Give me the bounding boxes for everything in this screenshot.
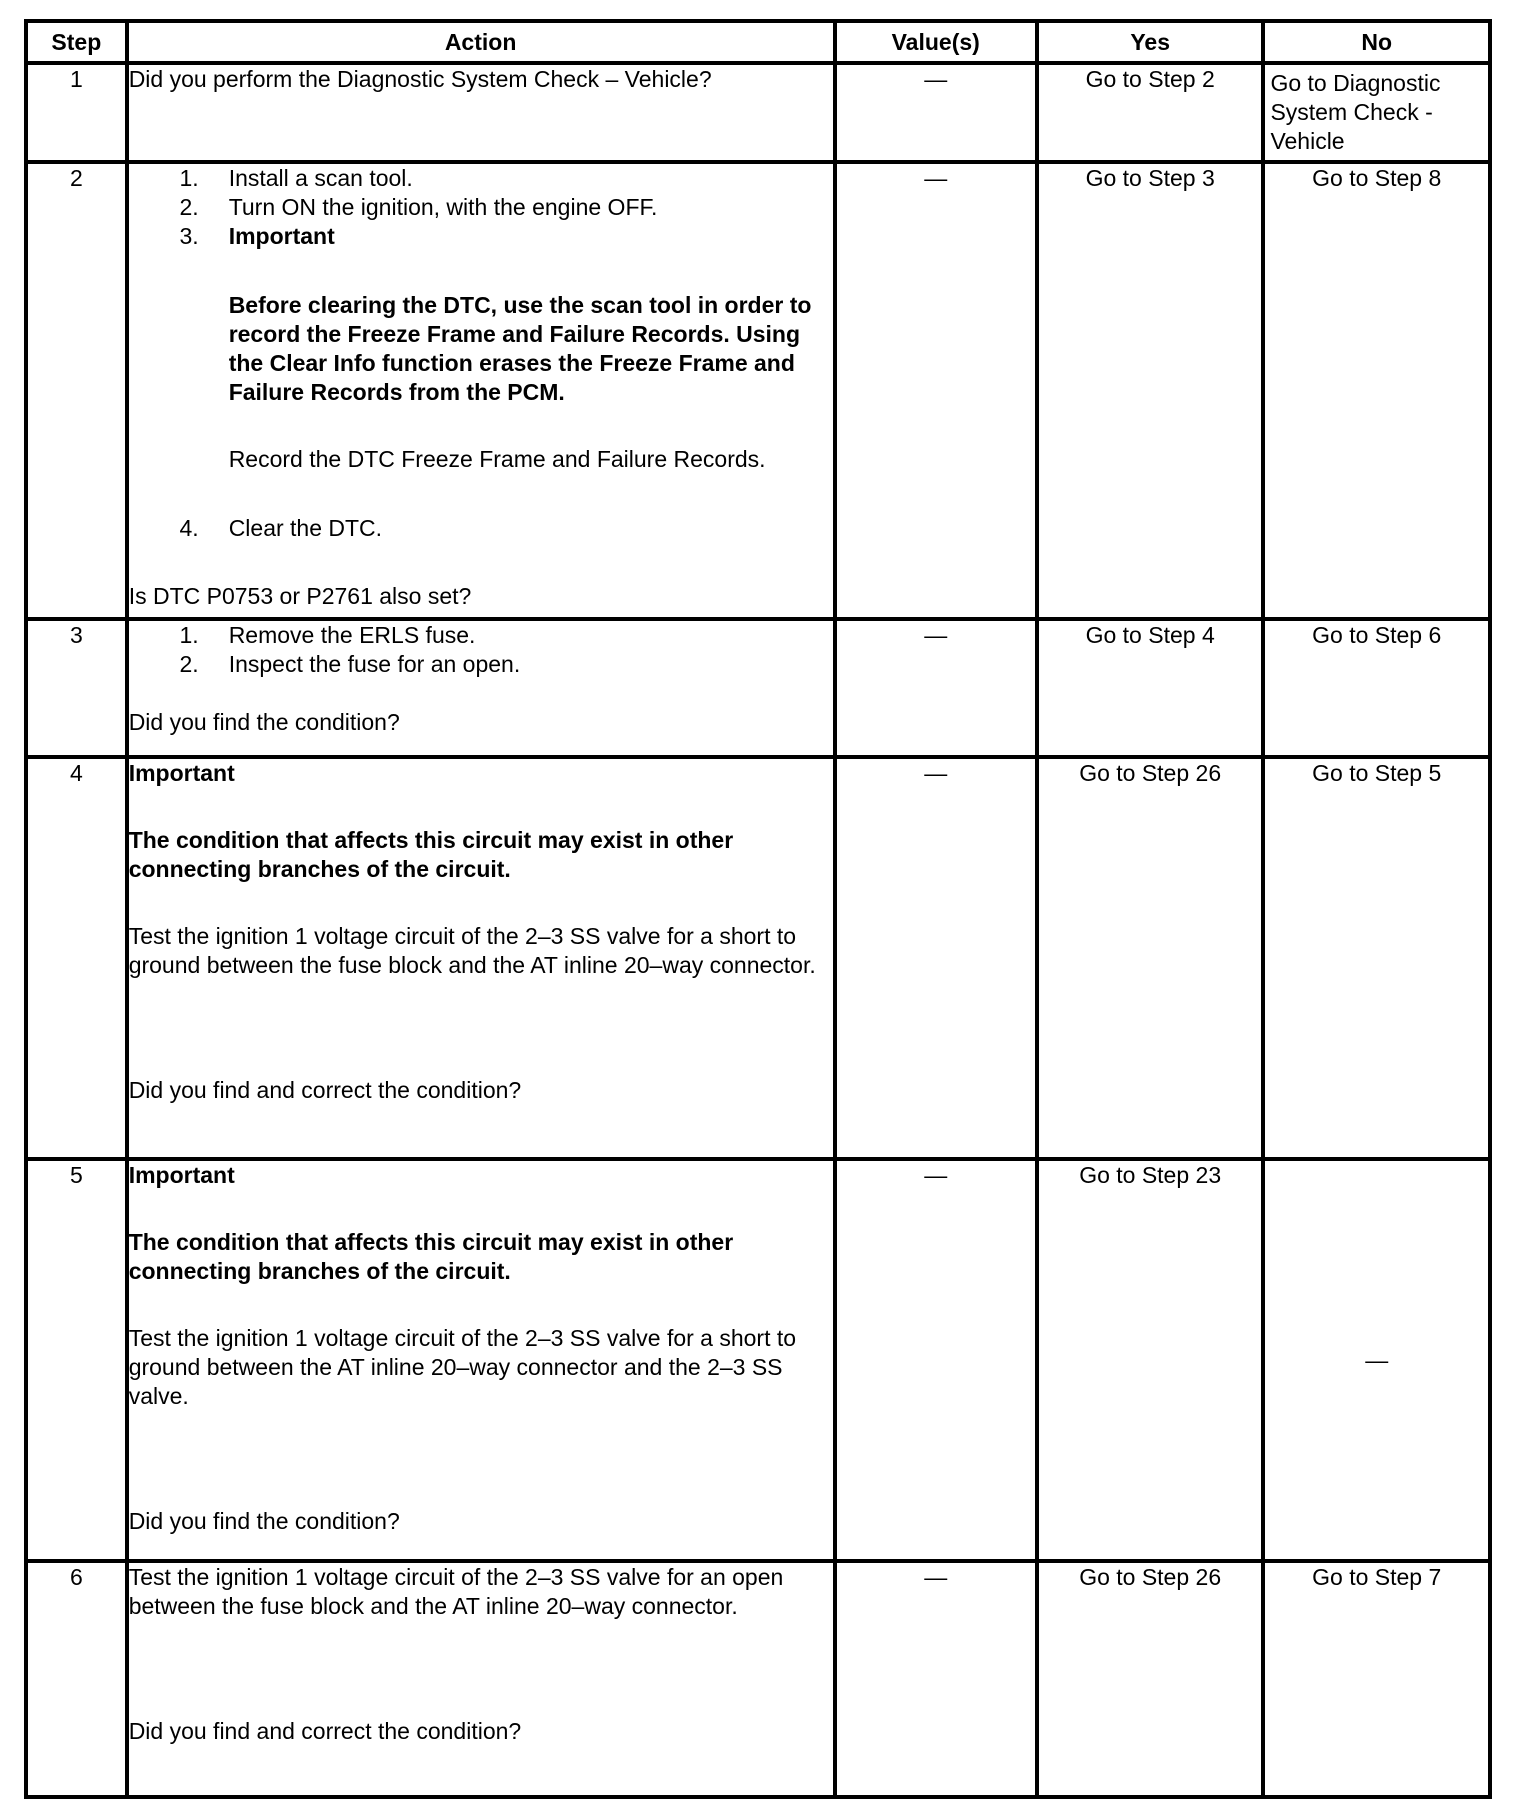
no-cell: — bbox=[1263, 1159, 1490, 1561]
question-text: Did you find the condition? bbox=[128, 709, 400, 735]
list-item: 2. Inspect the fuse for an open. bbox=[179, 651, 521, 677]
no-cell: Go to Step 7 bbox=[1263, 1561, 1490, 1797]
action-cell bbox=[127, 757, 835, 1159]
yes-cell: Go to Step 23 bbox=[1037, 1159, 1264, 1561]
yes-cell: Go to Step 26 bbox=[1037, 757, 1264, 1159]
table-row bbox=[26, 619, 1490, 757]
no-cell: Go to Step 8 bbox=[1263, 162, 1490, 619]
step-number: 6 bbox=[26, 1561, 127, 1797]
value-cell: — bbox=[835, 162, 1037, 619]
value-cell: — bbox=[835, 63, 1037, 162]
action-cell bbox=[127, 1561, 835, 1797]
step-list bbox=[129, 514, 833, 543]
question-text: Did you perform the Diagnostic System Check – Vehicle? bbox=[128, 66, 712, 92]
header-action: Action bbox=[127, 21, 835, 63]
table-row bbox=[26, 1159, 1490, 1561]
value-cell: — bbox=[835, 757, 1037, 1159]
action-cell bbox=[127, 63, 835, 162]
important-text: Before clearing the DTC, use the scan tool in order to record the Freeze Frame and Failure Records. Using the Clear Info function erases the Freeze Frame and Failure Records from the PCM. bbox=[228, 292, 812, 405]
action-cell bbox=[127, 619, 835, 757]
step-number: 2 bbox=[26, 162, 127, 619]
yes-cell: Go to Step 2 bbox=[1037, 63, 1264, 162]
yes-cell: Go to Step 4 bbox=[1037, 619, 1264, 757]
no-cell: Go to Diagnostic System Check - Vehicle bbox=[1263, 63, 1490, 162]
no-cell: Go to Step 6 bbox=[1263, 619, 1490, 757]
list-item: 3. Important bbox=[129, 222, 833, 251]
action-cell bbox=[127, 1159, 835, 1561]
important-label: Important bbox=[128, 1162, 235, 1188]
table-row bbox=[26, 63, 1490, 162]
step-number: 1 bbox=[26, 63, 127, 162]
action-cell bbox=[127, 162, 835, 619]
step-number: 3 bbox=[26, 619, 127, 757]
important-text: The condition that affects this circuit may exist in other connecting branches of the circuit. bbox=[128, 1229, 734, 1284]
list-item: 1. Remove the ERLS fuse. bbox=[179, 622, 476, 648]
value-cell: — bbox=[835, 1561, 1037, 1797]
diagnostic-table bbox=[24, 19, 1492, 1799]
question-text: Did you find and correct the condition? bbox=[128, 1077, 522, 1103]
header-values: Value(s) bbox=[835, 21, 1037, 63]
table-row bbox=[26, 162, 1490, 619]
header-row bbox=[26, 21, 1490, 63]
list-item: 4. Clear the DTC. bbox=[179, 515, 383, 541]
question-text: Did you find and correct the condition? bbox=[128, 1718, 522, 1744]
test-text: Test the ignition 1 voltage circuit of the 2–3 SS valve for an open between the fuse block and the AT inline 20–way connector. bbox=[128, 1564, 784, 1619]
yes-cell: Go to Step 3 bbox=[1037, 162, 1264, 619]
no-cell: Go to Step 5 bbox=[1263, 757, 1490, 1159]
step-list bbox=[129, 621, 833, 679]
value-cell: — bbox=[835, 619, 1037, 757]
question-text: Did you find the condition? bbox=[128, 1508, 400, 1534]
value-cell: — bbox=[835, 1159, 1037, 1561]
header-step: Step bbox=[26, 21, 127, 63]
question-text: Is DTC P0753 or P2761 also set? bbox=[128, 583, 472, 609]
important-label: Important bbox=[128, 760, 235, 786]
list-item: 2. Turn ON the ignition, with the engine OFF. bbox=[179, 194, 658, 220]
list-item: 1. Install a scan tool. bbox=[179, 165, 413, 191]
table-row bbox=[26, 757, 1490, 1159]
record-text: Record the DTC Freeze Frame and Failure Records. bbox=[228, 446, 766, 472]
header-no: No bbox=[1263, 21, 1490, 63]
important-text: The condition that affects this circuit may exist in other connecting branches of the circuit. bbox=[128, 827, 734, 882]
test-text: Test the ignition 1 voltage circuit of the 2–3 SS valve for a short to ground between the AT inline 20–way connector and the 2–3 SS valve. bbox=[128, 1325, 797, 1409]
table-row bbox=[26, 1561, 1490, 1797]
step-number: 4 bbox=[26, 757, 127, 1159]
step-number: 5 bbox=[26, 1159, 127, 1561]
important-label: Important bbox=[228, 223, 335, 249]
step-list bbox=[129, 164, 833, 251]
test-text: Test the ignition 1 voltage circuit of the 2–3 SS valve for a short to ground between the fuse block and the AT inline 20–way connector. bbox=[128, 923, 816, 978]
yes-cell: Go to Step 26 bbox=[1037, 1561, 1264, 1797]
header-yes: Yes bbox=[1037, 21, 1264, 63]
